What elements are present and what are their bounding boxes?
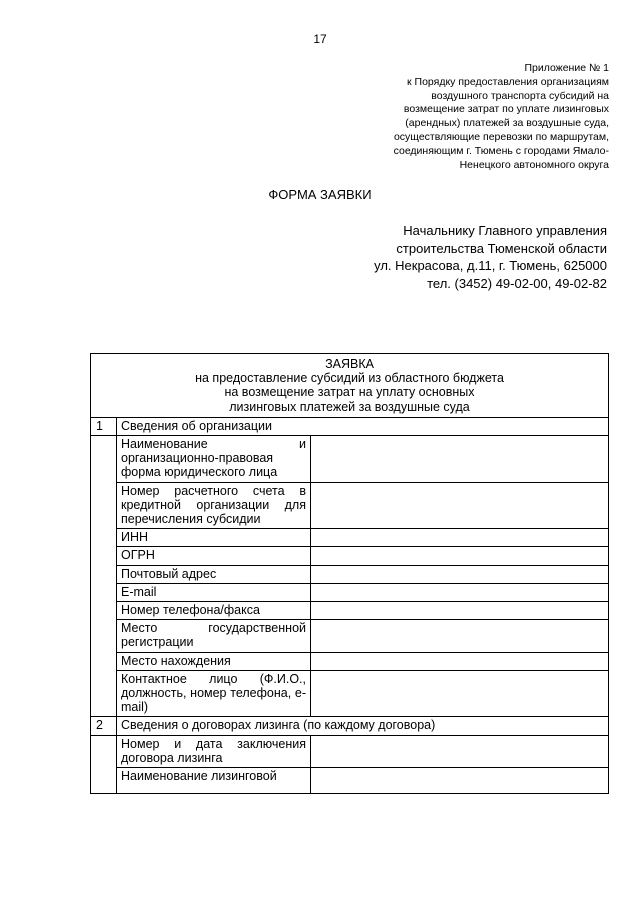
table-row (91, 620, 609, 652)
section-header-row (91, 417, 609, 435)
field-value[interactable] (311, 529, 609, 547)
field-value[interactable] (311, 436, 609, 483)
application-table (90, 353, 609, 794)
field-label: Наименование лизинговой (117, 768, 311, 794)
appendix-line: осуществляющие перевозки по маршрутам, (393, 130, 609, 143)
field-value[interactable] (311, 583, 609, 601)
field-label: Номер телефона/факса (117, 602, 311, 620)
caption-line: на возмещение затрат на уплату основных (224, 385, 475, 400)
field-label: Почтовый адрес (117, 565, 311, 583)
page-number: 17 (313, 32, 327, 46)
appendix-line: соединяющим г. Тюмень с городами Ямало- (393, 144, 609, 157)
addressee-line: тел. (3452) 49-02-00, 49-02-82 (427, 275, 607, 291)
field-label: ОГРН (117, 547, 311, 565)
appendix-note (349, 62, 609, 172)
section-header-row (91, 717, 609, 735)
field-value[interactable] (311, 735, 609, 767)
appendix-line: воздушного транспорта субсидий на (431, 89, 609, 102)
appendix-line: к Порядку предоставления организациям (407, 75, 609, 88)
field-value[interactable] (311, 565, 609, 583)
field-value[interactable] (311, 602, 609, 620)
table-row (91, 565, 609, 583)
addressee-line: ул. Некрасова, д.11, г. Тюмень, 625000 (374, 258, 607, 273)
field-label: Место государственной регистрации (117, 620, 311, 652)
section-number: 2 (91, 717, 117, 735)
table-row (91, 602, 609, 620)
table-caption (91, 354, 609, 418)
field-label: ИНН (117, 529, 311, 547)
field-value[interactable] (311, 652, 609, 670)
section-title: Сведения об организации (117, 417, 609, 435)
form-title: ФОРМА ЗАЯВКИ (268, 187, 372, 202)
table-row (91, 482, 609, 529)
table-row (91, 670, 609, 717)
appendix-line: (арендных) платежей за воздушные суда, (405, 117, 609, 130)
appendix-line: Ненецкого автономного округа (459, 158, 609, 171)
field-label: Место нахождения (117, 652, 311, 670)
section-number: 1 (91, 417, 117, 435)
field-label: Номер расчетного счета в кредитной организации для перечисления субсидии (117, 482, 311, 529)
addressee-block (307, 222, 607, 292)
caption-line: лизинговых платежей за воздушные суда (229, 399, 470, 414)
field-label: E-mail (117, 583, 311, 601)
field-value[interactable] (311, 768, 609, 794)
caption-line: на предоставление субсидий из областного бюджета (195, 371, 504, 386)
table-row (91, 735, 609, 767)
table-row (91, 547, 609, 565)
section-title: Сведения о договорах лизинга (по каждому договора) (117, 717, 609, 735)
field-value[interactable] (311, 482, 609, 529)
caption-row (91, 354, 609, 418)
field-value[interactable] (311, 670, 609, 717)
appendix-line: Приложение № 1 (524, 62, 609, 74)
table-row (91, 583, 609, 601)
field-label: Наименование и организационно-правовая форма юридического лица (117, 436, 311, 483)
field-label: Номер и дата заключения договора лизинга (117, 735, 311, 767)
field-value[interactable] (311, 620, 609, 652)
table-row (91, 652, 609, 670)
table-row (91, 768, 609, 794)
table-row (91, 529, 609, 547)
addressee-line: Начальнику Главного управления (403, 223, 607, 238)
addressee-line: строительства Тюменской области (396, 240, 607, 256)
field-label: Контактное лицо (Ф.И.О., должность, номер телефона, e-mail) (117, 670, 311, 717)
field-value[interactable] (311, 547, 609, 565)
caption-line: ЗАЯВКА (325, 357, 374, 371)
table-row (91, 436, 609, 483)
appendix-line: возмещение затрат по уплате лизинговых (403, 103, 609, 116)
